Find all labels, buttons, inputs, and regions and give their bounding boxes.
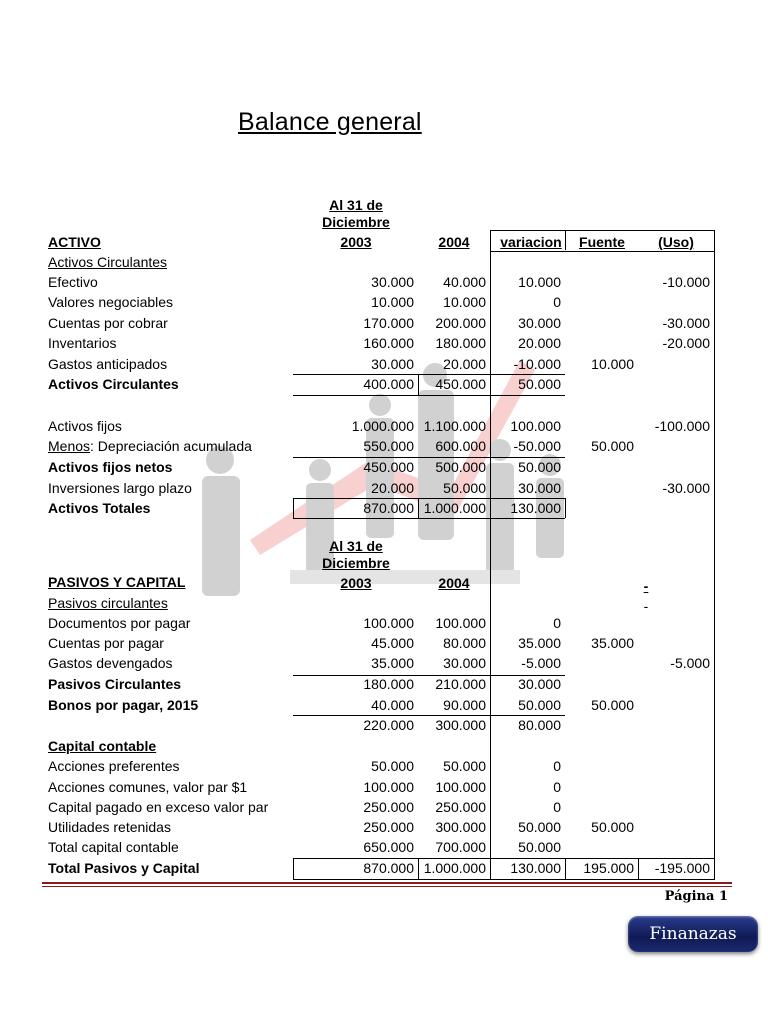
row-label: Capital contable — [48, 738, 157, 754]
header-box-bottom — [490, 251, 714, 252]
subtotal-rule — [293, 374, 565, 375]
grand-total-box-left — [293, 858, 294, 879]
table-row — [0, 715, 768, 735]
total-box-left — [293, 498, 294, 518]
value-variacion: 35.000 — [518, 635, 561, 651]
value-2003: 45.000 — [371, 635, 414, 651]
table-row — [0, 817, 768, 837]
value-2004: 200.000 — [435, 315, 486, 331]
value-uso: -30.000 — [662, 315, 710, 331]
year-2003-header-second: 2003 — [340, 575, 372, 591]
total-box-sep — [418, 498, 419, 518]
grand-total-box-top — [293, 858, 714, 859]
value-variacion: 80.000 — [518, 717, 561, 733]
value-uso: -20.000 — [662, 335, 710, 351]
value-2004: 30.000 — [443, 655, 486, 671]
total-box-bottom — [293, 518, 565, 519]
value-variacion: 20.000 — [518, 335, 561, 351]
value-2004: 450.000 — [435, 376, 486, 392]
row-label: Activos Circulantes — [48, 254, 168, 270]
header-box-top — [490, 230, 714, 231]
row-label: Activos fijos netos — [48, 459, 173, 475]
value-2004: 50.000 — [443, 758, 486, 774]
value-uso: -195.000 — [654, 860, 710, 876]
row-label: ACTIVO — [48, 234, 101, 250]
value-2004: 300.000 — [435, 819, 486, 835]
table-row — [0, 292, 768, 312]
value-2003: 40.000 — [371, 697, 414, 713]
table-row — [0, 736, 768, 756]
row-label: Utilidades retenidas — [48, 819, 171, 835]
fuente-header: Fuente — [579, 234, 625, 250]
variacion-left-rule — [490, 230, 491, 880]
subtotal-rule — [293, 395, 565, 396]
table-row — [0, 572, 768, 592]
table-row — [0, 593, 768, 613]
table-row — [0, 333, 768, 353]
variacion-right-rule — [565, 230, 566, 250]
value-2004: 1.000.000 — [423, 500, 486, 516]
value-variacion: 0 — [553, 758, 561, 774]
table-row — [0, 374, 768, 394]
row-label: Cuentas por pagar — [48, 635, 164, 651]
table-row — [0, 478, 768, 498]
row-label: Capital pagado en exceso valor par — [48, 799, 269, 815]
row-label: Pasivos Circulantes — [48, 676, 182, 692]
value-variacion: 30.000 — [518, 676, 561, 692]
value-uso: -10.000 — [662, 274, 710, 290]
value-2004: 50.000 — [443, 480, 486, 496]
page-number: Página 1 — [664, 889, 728, 904]
value-variacion: 30.000 — [518, 480, 561, 496]
value-2003: 250.000 — [363, 819, 414, 835]
value-2004: 300.000 — [435, 717, 486, 733]
grand-total-box-sep — [638, 858, 639, 879]
row-label: PASIVOS Y CAPITAL — [48, 574, 186, 590]
value-fuente: 50.000 — [591, 438, 634, 454]
value-2003: 650.000 — [363, 839, 414, 855]
row-label — [48, 436, 252, 456]
table-row — [0, 674, 768, 694]
subtotal-rule — [293, 457, 565, 458]
value-2003: 870.000 — [363, 860, 414, 876]
uso-header: (Uso) — [658, 234, 694, 250]
value-2003: 450.000 — [363, 459, 414, 475]
row-label: Activos fijos — [48, 418, 122, 434]
row-label: Activos Circulantes — [48, 376, 179, 392]
year-2004-header: 2004 — [438, 234, 470, 250]
table-row — [0, 653, 768, 673]
table-row — [0, 498, 768, 518]
value-2004: 90.000 — [443, 697, 486, 713]
value-2004: 210.000 — [435, 676, 486, 692]
date-header-line2-second: Diciembre — [322, 555, 390, 571]
value-2004: 40.000 — [443, 274, 486, 290]
row-label-prefix: Menos — [48, 438, 91, 454]
row-label-rest: : Depreciación acumulada — [90, 438, 252, 454]
table-row — [0, 313, 768, 333]
date-header-line2: Diciembre — [322, 214, 390, 230]
date-header-line1: Al 31 de — [329, 197, 383, 213]
row-label: Gastos anticipados — [48, 356, 168, 372]
row-label: Activos Totales — [48, 500, 151, 516]
row-label: Cuentas por cobrar — [48, 315, 168, 331]
value-2004: 10.000 — [443, 294, 486, 310]
value-2003: 100.000 — [363, 779, 414, 795]
row-label: Acciones preferentes — [48, 758, 180, 774]
subtotal-rule — [293, 715, 565, 716]
value-variacion: 130.000 — [510, 500, 561, 516]
value-variacion: 50.000 — [518, 819, 561, 835]
row-label: Total capital contable — [48, 839, 179, 855]
value-variacion: 50.000 — [518, 376, 561, 392]
grand-total-box-bottom — [293, 879, 714, 880]
value-2003: 10.000 — [371, 294, 414, 310]
value-2003: 35.000 — [371, 655, 414, 671]
value-2004: 1.000.000 — [423, 860, 486, 876]
total-box-top — [293, 498, 565, 499]
value-2003: 870.000 — [363, 500, 414, 516]
value-2003: 550.000 — [363, 438, 414, 454]
value-2003: 170.000 — [363, 315, 414, 331]
value-2003: 30.000 — [371, 356, 414, 372]
value-uso: -5.000 — [670, 655, 710, 671]
table-row — [0, 837, 768, 857]
value-variacion: -50.000 — [513, 438, 561, 454]
table-row — [0, 272, 768, 292]
value-2003: 160.000 — [363, 335, 414, 351]
value-variacion: 0 — [553, 615, 561, 631]
row-label: Inversiones largo plazo — [48, 480, 192, 496]
row-label: Inventarios — [48, 335, 117, 351]
row-label: Acciones comunes, valor par $1 — [48, 779, 248, 795]
table-row — [0, 695, 768, 715]
value-2004: 250.000 — [435, 799, 486, 815]
value-variacion: 50.000 — [518, 697, 561, 713]
table-row — [0, 797, 768, 817]
value-2004: 1.100.000 — [423, 418, 486, 434]
value-2004: 500.000 — [435, 459, 486, 475]
value-fuente: 10.000 — [591, 356, 634, 372]
table-row — [0, 252, 768, 272]
value-2003: 30.000 — [371, 274, 414, 290]
table-row — [0, 777, 768, 797]
dash-mark: - — [643, 598, 649, 614]
value-variacion: 0 — [553, 779, 561, 795]
value-uso: -100.000 — [654, 418, 710, 434]
value-2003: 20.000 — [371, 480, 414, 496]
table-row — [0, 756, 768, 776]
value-variacion: 0 — [553, 294, 561, 310]
value-2004: 600.000 — [435, 438, 486, 454]
value-2003: 220.000 — [363, 717, 414, 733]
total-box-right — [565, 498, 566, 518]
value-variacion: 50.000 — [518, 839, 561, 855]
year-2003-header: 2003 — [340, 234, 372, 250]
value-2003: 1.000.000 — [351, 418, 414, 434]
finanzas-badge: Finanazas — [628, 916, 758, 952]
value-variacion: 130.000 — [510, 860, 561, 876]
dash-mark: - — [643, 578, 649, 594]
grand-total-box-sep — [418, 858, 419, 879]
grand-total-box-sep — [565, 858, 566, 879]
table-row — [0, 633, 768, 653]
row-label: Bonos por pagar, 2015 — [48, 697, 199, 713]
value-variacion: 50.000 — [518, 459, 561, 475]
table-row — [0, 436, 768, 456]
value-2004: 100.000 — [435, 779, 486, 795]
value-2004: 20.000 — [443, 356, 486, 372]
table-row — [0, 613, 768, 633]
row-label: Efectivo — [48, 274, 98, 290]
value-variacion: 0 — [553, 799, 561, 815]
footer-rule — [42, 882, 732, 884]
value-fuente: 50.000 — [591, 819, 634, 835]
value-2004: 700.000 — [435, 839, 486, 855]
row-label: Total Pasivos y Capital — [48, 860, 200, 876]
value-uso: -30.000 — [662, 480, 710, 496]
value-variacion: -10.000 — [513, 356, 561, 372]
table-row — [0, 858, 768, 878]
value-2003: 100.000 — [363, 615, 414, 631]
row-label: Documentos por pagar — [48, 615, 191, 631]
value-variacion: -5.000 — [521, 655, 561, 671]
variacion-header: variacion — [500, 234, 562, 250]
table-row — [0, 457, 768, 477]
row-label: Pasivos circulantes — [48, 595, 168, 611]
value-variacion: 10.000 — [518, 274, 561, 290]
value-fuente: 50.000 — [591, 697, 634, 713]
subtotal-rule — [418, 374, 419, 395]
value-2004: 180.000 — [435, 335, 486, 351]
date-header-line1-second: Al 31 de — [329, 538, 383, 554]
value-variacion: 30.000 — [518, 315, 561, 331]
table-row — [0, 354, 768, 374]
value-2004: 100.000 — [435, 615, 486, 631]
value-variacion: 100.000 — [510, 418, 561, 434]
table-row — [0, 416, 768, 436]
value-2003: 250.000 — [363, 799, 414, 815]
value-2003: 400.000 — [363, 376, 414, 392]
value-fuente: 35.000 — [591, 635, 634, 651]
value-2003: 180.000 — [363, 676, 414, 692]
value-2003: 50.000 — [371, 758, 414, 774]
page-title: Balance general — [238, 108, 422, 136]
footer-rule — [42, 886, 732, 887]
value-fuente: 195.000 — [583, 860, 634, 876]
year-2004-header-second: 2004 — [438, 575, 470, 591]
subtotal-rule — [293, 675, 565, 676]
value-2004: 80.000 — [443, 635, 486, 651]
row-label: Valores negociables — [48, 294, 174, 310]
table-row — [0, 232, 768, 252]
uso-right-rule — [714, 230, 715, 880]
row-label: Gastos devengados — [48, 655, 173, 671]
